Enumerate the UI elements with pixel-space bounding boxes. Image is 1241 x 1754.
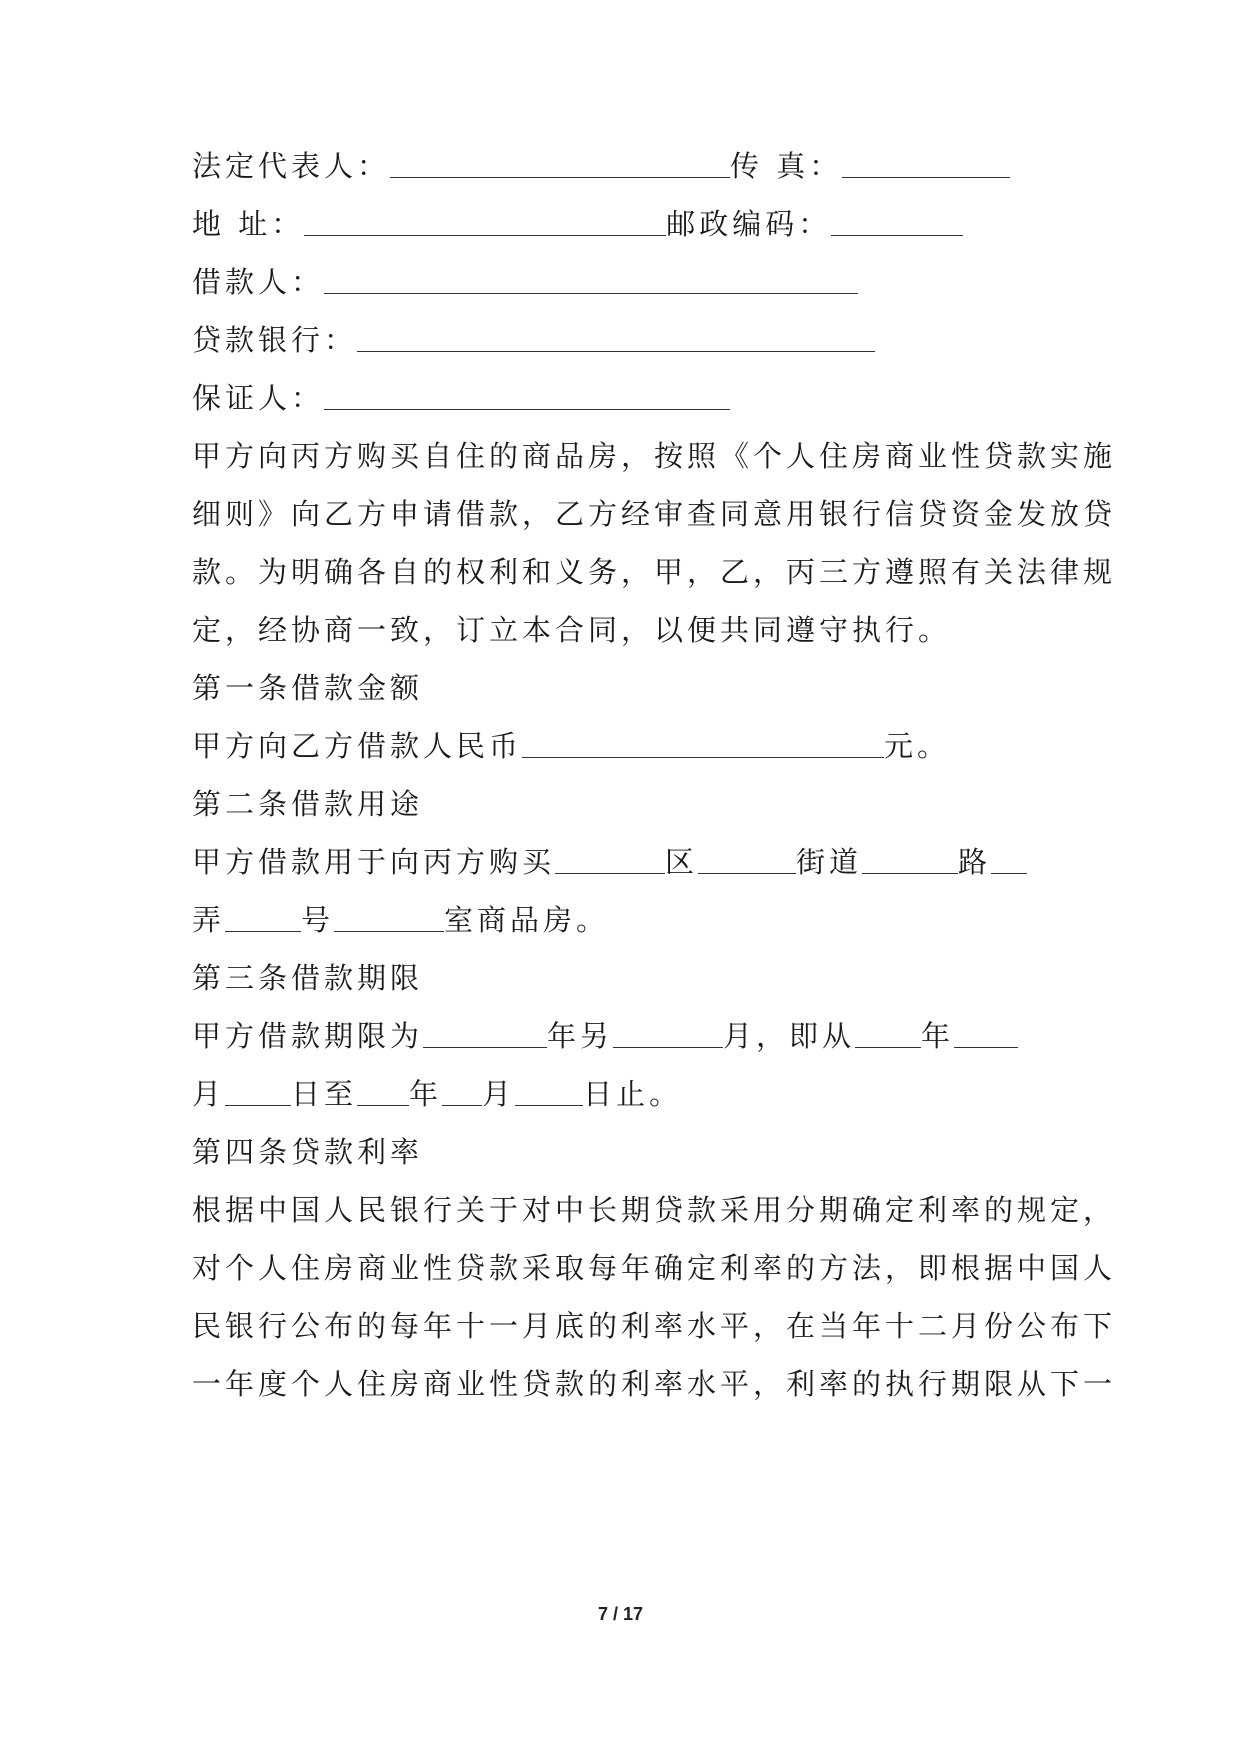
address-label: 地 址： xyxy=(192,207,305,241)
end-day-blank[interactable] xyxy=(515,1079,583,1106)
start-year-blank[interactable] xyxy=(855,1021,921,1048)
article2-line2 xyxy=(192,900,609,940)
road-label: 路 xyxy=(958,845,992,879)
preamble-line: 款。为明确各自的权利和义务，甲，乙，丙三方遵照有关法律规 xyxy=(192,555,1117,589)
preamble-line: 甲方向丙方购买自住的商品房，按照《个人住房商业性贷款实施 xyxy=(192,439,1117,473)
address-blank[interactable] xyxy=(304,209,666,236)
article4-line: 对个人住房商业性贷款采取每年确定利率的方法，即根据中国人 xyxy=(192,1251,1117,1285)
borrower-blank[interactable] xyxy=(324,267,858,294)
article4-line: 根据中国人民银行关于对中长期贷款采用分期确定利率的规定， xyxy=(192,1193,1117,1227)
postcode-label: 邮政编码： xyxy=(666,207,832,241)
end-month-label: 月 xyxy=(482,1077,516,1111)
loan-amount-blank[interactable] xyxy=(522,731,884,758)
lender-bank-label: 贷款银行： xyxy=(192,323,358,357)
term-years-blank[interactable] xyxy=(423,1021,547,1048)
article3-line1 xyxy=(192,1016,1018,1056)
article1-text: 甲方向乙方借款人民币 xyxy=(192,729,523,763)
number-label: 号 xyxy=(301,903,335,937)
preamble-line: 细则》向乙方申请借款，乙方经审查同意用银行信贷资金发放贷 xyxy=(192,497,1117,531)
room-blank[interactable] xyxy=(334,905,444,932)
room-label: 室商品房。 xyxy=(444,903,610,937)
fax-label: 传 真： xyxy=(730,149,843,183)
legal-rep-blank[interactable] xyxy=(390,151,730,178)
start-month-blank[interactable] xyxy=(954,1021,1018,1048)
article4-line: 一年度个人住房商业性贷款的利率水平，利率的执行期限从下一 xyxy=(192,1367,1117,1401)
article1-amount-row xyxy=(192,726,950,766)
end-month-blank[interactable] xyxy=(442,1079,482,1106)
start-day-label: 日至 xyxy=(291,1077,358,1111)
article2-line1 xyxy=(192,842,1027,882)
guarantor-label: 保证人： xyxy=(192,381,325,415)
end-day-label: 日止。 xyxy=(583,1077,683,1111)
preamble-line: 定，经协商一致，订立本合同，以便共同遵守执行。 xyxy=(192,613,952,647)
address-row xyxy=(192,204,963,244)
guarantor-blank[interactable] xyxy=(324,383,730,410)
article3-heading: 第三条借款期限 xyxy=(192,961,424,995)
term-months-blank[interactable] xyxy=(613,1021,723,1048)
lane-label: 弄 xyxy=(192,903,226,937)
lender-bank-row xyxy=(192,320,875,360)
article3-line2 xyxy=(192,1074,682,1114)
start-day-blank[interactable] xyxy=(225,1079,291,1106)
district-label: 区 xyxy=(665,845,699,879)
article2-text: 甲方借款用于向丙方购买 xyxy=(192,845,556,879)
article4-line: 民银行公布的每年十一月底的利率水平，在当年十二月份公布下 xyxy=(192,1309,1117,1343)
postcode-blank[interactable] xyxy=(831,209,963,236)
end-year-blank[interactable] xyxy=(357,1079,409,1106)
street-blank[interactable] xyxy=(698,847,796,874)
page-number: 7 / 17 xyxy=(597,1604,644,1624)
borrower-row xyxy=(192,262,858,302)
start-month-label: 月 xyxy=(192,1077,226,1111)
guarantor-row xyxy=(192,378,730,418)
end-year-label: 年 xyxy=(409,1077,443,1111)
lender-bank-blank[interactable] xyxy=(357,325,875,352)
legal-rep-row xyxy=(192,146,1010,186)
article1-unit: 元。 xyxy=(884,729,951,763)
start-year-label: 年 xyxy=(921,1019,955,1053)
road-blank[interactable] xyxy=(862,847,958,874)
legal-rep-label: 法定代表人： xyxy=(192,149,391,183)
term-months-label: 月，即从 xyxy=(723,1019,856,1053)
number-blank[interactable] xyxy=(225,905,301,932)
article3-text: 甲方借款期限为 xyxy=(192,1019,424,1053)
article4-heading: 第四条贷款利率 xyxy=(192,1135,424,1169)
article2-heading: 第二条借款用途 xyxy=(192,787,424,821)
article1-heading: 第一条借款金额 xyxy=(192,671,424,705)
fax-blank[interactable] xyxy=(842,151,1010,178)
borrower-label: 借款人： xyxy=(192,265,325,299)
district-blank[interactable] xyxy=(555,847,665,874)
lane-blank[interactable] xyxy=(991,847,1027,874)
street-label: 街道 xyxy=(796,845,863,879)
term-years-label: 年另 xyxy=(547,1019,614,1053)
